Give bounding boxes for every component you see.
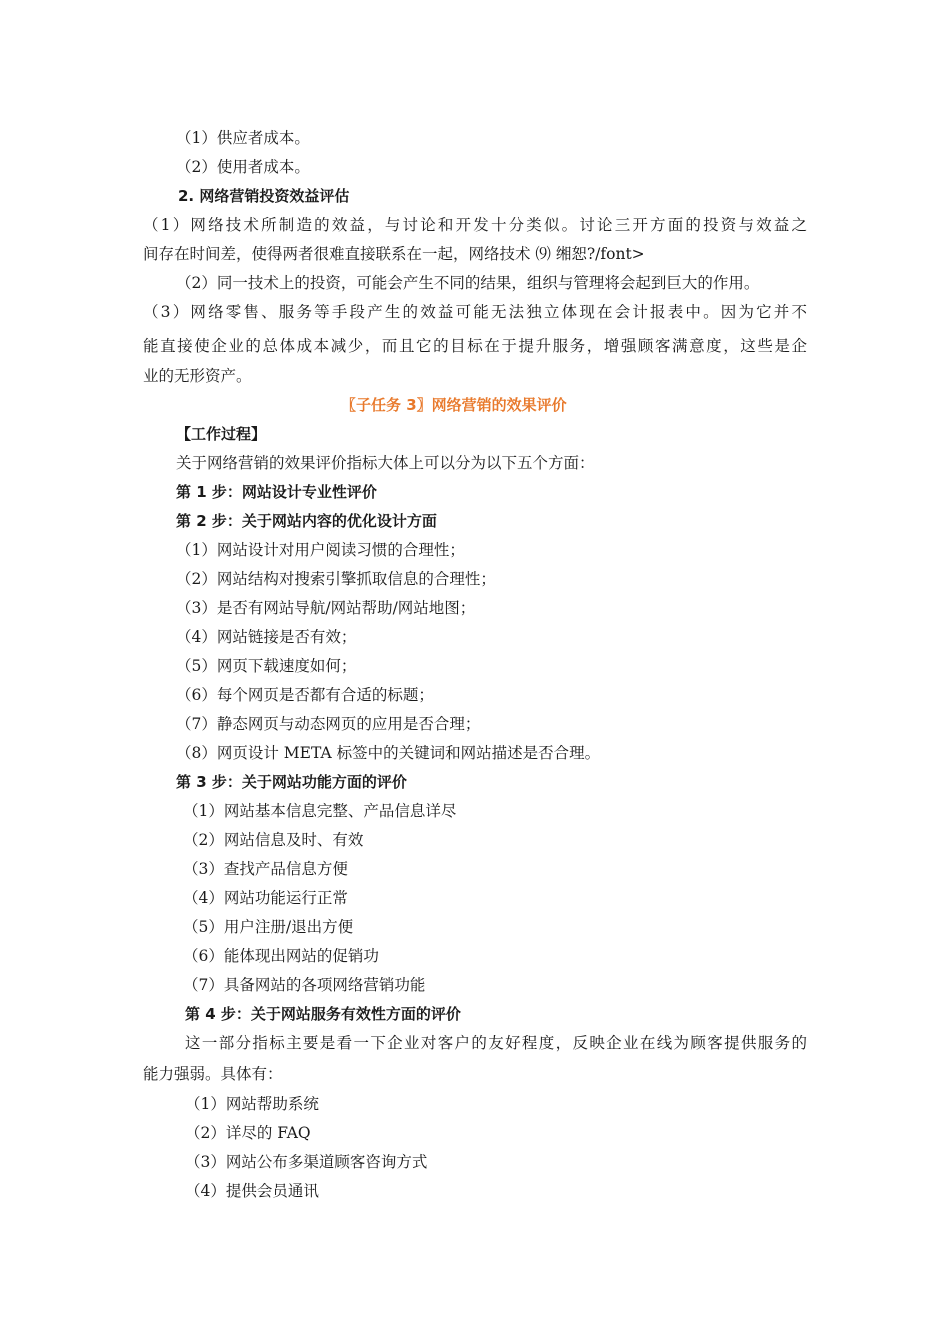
list-item: （3）网站公布多渠道顾客咨询方式 xyxy=(185,1153,428,1171)
list-item: （5）用户注册/退出方便 xyxy=(183,918,354,936)
paragraph-line: 关于网络营销的效果评价指标大体上可以分为以下五个方面： xyxy=(176,454,595,472)
paragraph-line: （2）同一技术上的投资，可能会产生不同的结果，组织与管理将会起到巨大的作用。 xyxy=(176,274,760,292)
step-heading: 第 4 步：关于网站服务有效性方面的评价 xyxy=(185,1005,461,1023)
list-item: （4）提供会员通讯 xyxy=(185,1182,319,1200)
list-item: （4）网站链接是否有效； xyxy=(176,628,357,646)
step-heading: 第 1 步：网站设计专业性评价 xyxy=(176,483,377,501)
paragraph-line: 能直接使企业的总体成本减少，而且它的目标在于提升服务，增强顾客满意度，这些是企 xyxy=(143,337,807,355)
subtask-heading: 〖子任务 3〗网络营销的效果评价 xyxy=(341,396,567,414)
list-item: （2）详尽的 FAQ xyxy=(185,1124,311,1142)
paragraph-line: （1）供应者成本。 xyxy=(176,129,310,147)
list-item: （1）网站设计对用户阅读习惯的合理性； xyxy=(176,541,465,559)
section-heading: 2. 网络营销投资效益评估 xyxy=(178,187,350,205)
paragraph-line: 间存在时间差，使得两者很难直接联系在一起，网络技术 ⑼ 缃恕?/font> xyxy=(143,245,645,263)
paragraph-line: 这一部分指标主要是看一下企业对客户的友好程度，反映企业在线为顾客提供服务的 xyxy=(185,1034,807,1052)
list-item: （7）具备网站的各项网络营销功能 xyxy=(183,976,426,994)
paragraph-line: （2）使用者成本。 xyxy=(176,158,310,176)
list-item: （6）每个网页是否都有合适的标题； xyxy=(176,686,434,704)
list-item: （2）网站信息及时、有效 xyxy=(183,831,364,849)
list-item: （8）网页设计 META 标签中的关键词和网站描述是否合理。 xyxy=(176,744,601,762)
paragraph-line: （3）网络零售、服务等手段产生的效益可能无法独立体现在会计报表中。因为它并不 xyxy=(143,303,807,321)
list-item: （1）网站帮助系统 xyxy=(185,1095,319,1113)
list-item: （2）网站结构对搜索引擎抓取信息的合理性； xyxy=(176,570,496,588)
list-item: （6）能体现出网站的促销功 xyxy=(183,947,379,965)
step-heading: 第 2 步：关于网站内容的优化设计方面 xyxy=(176,512,437,530)
list-item: （7）静态网页与动态网页的应用是否合理； xyxy=(176,715,481,733)
list-item: （3）查找产品信息方便 xyxy=(183,860,348,878)
list-item: （1）网站基本信息完整、产品信息详尽 xyxy=(183,802,457,820)
list-item: （4）网站功能运行正常 xyxy=(183,889,348,907)
paragraph-line: 能力强弱。具体有： xyxy=(143,1065,283,1083)
list-item: （5）网页下载速度如何； xyxy=(176,657,357,675)
paragraph-line: （1）网络技术所制造的效益，与讨论和开发十分类似。讨论三开方面的投资与效益之 xyxy=(143,216,807,234)
list-item: （3）是否有网站导航/网站帮助/网站地图； xyxy=(176,599,476,617)
paragraph-line: 业的无形资产。 xyxy=(143,367,252,385)
step-heading: 第 3 步：关于网站功能方面的评价 xyxy=(176,773,407,791)
work-process-heading: 【工作过程】 xyxy=(176,425,267,443)
